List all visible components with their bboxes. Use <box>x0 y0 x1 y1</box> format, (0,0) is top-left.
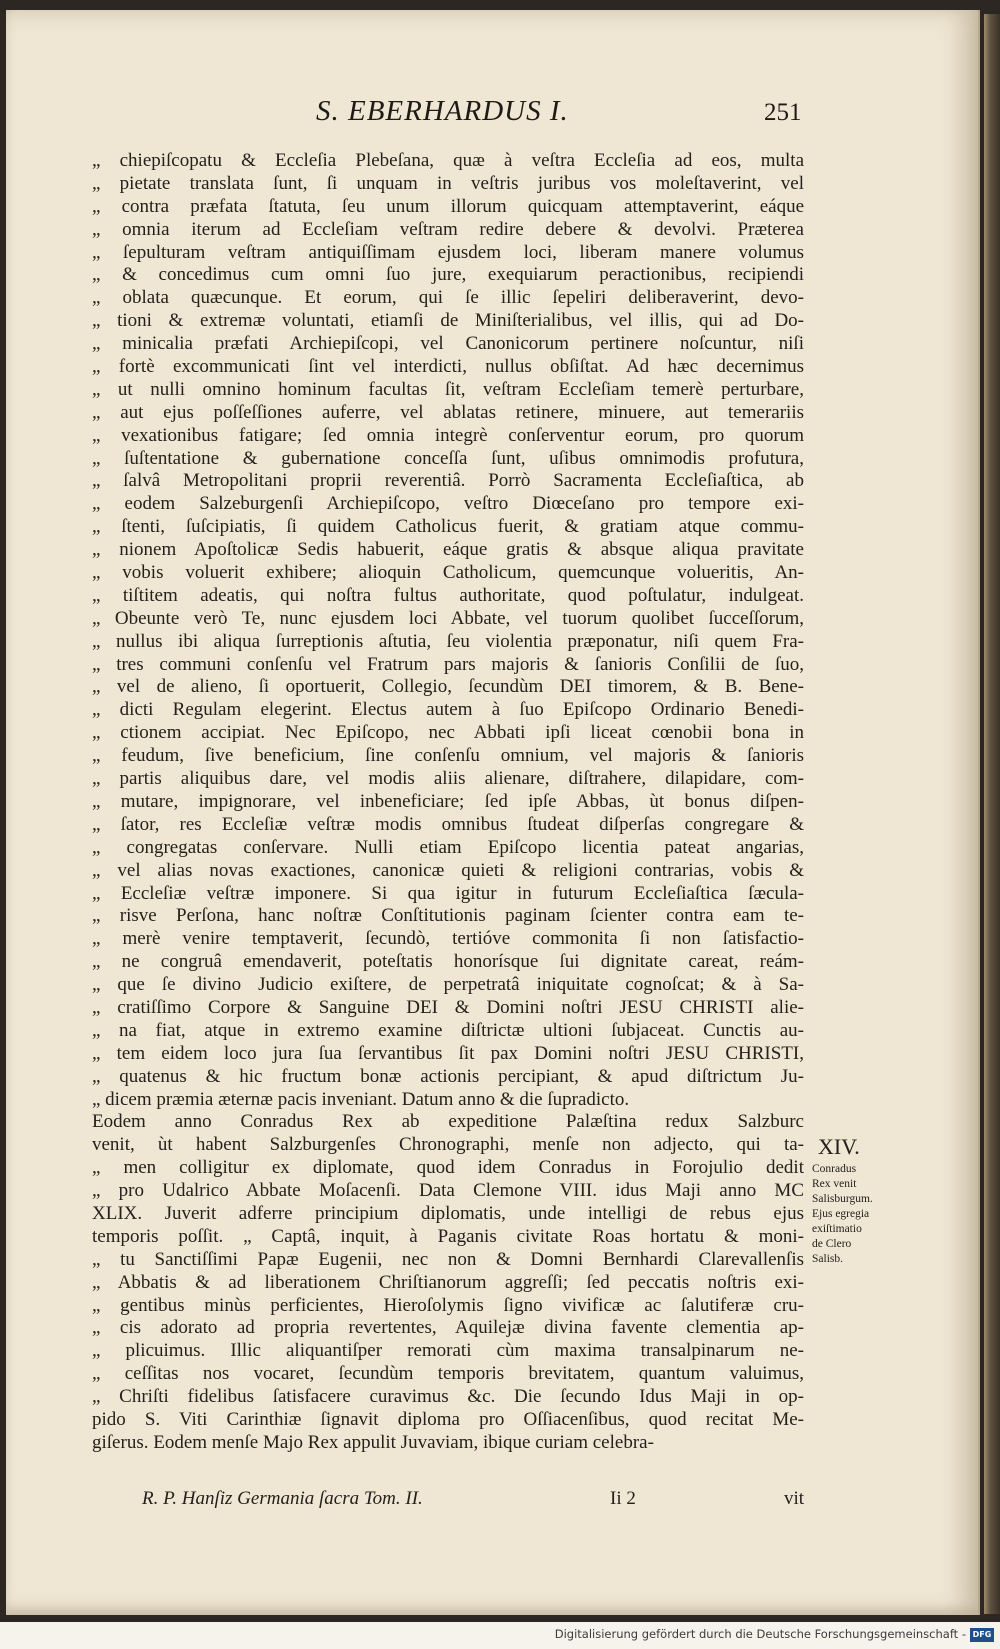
text-line: „ vel alias novas exactiones, canonicæ quieti & religioni contrarias, vobis & <box>92 859 804 881</box>
text-line: „ tiſtitem adeatis, qui noſtra fultus authoritate, quod poſtulatur, indulgeat. <box>92 584 804 606</box>
text-line: „ vel de alieno, ſi oportuerit, Collegio, ſecundùm DEI timorem, & B. Bene- <box>92 676 804 698</box>
text-line: „ ſuſtentatione & gubernatione conceſſa ſunt, uſibus omnimodis profutura, <box>92 447 804 469</box>
margin-note-number: XIV. <box>818 1134 860 1159</box>
page-edge <box>984 14 1000 1614</box>
text-line: „ & concedimus cum omni ſuo jure, exequiarum peractionibus, recipiendi <box>92 264 804 286</box>
text-line: „ ſtenti, ſuſcipiatis, ſi quidem Catholicus fuerit, & gratiam atque commu- <box>92 516 804 538</box>
text-line: „ Chriſti fidelibus ſatisfacere curavimus &c. Die ſecundo Idus Maji in op- <box>92 1386 804 1408</box>
text-line: „ vexationibus fatigare; ſed omnia integrè conſerventur eorum, pro quorum <box>92 424 804 446</box>
book-page <box>6 10 980 1615</box>
dfg-logo-icon: DFG <box>970 1628 994 1642</box>
text-line: „ ſator, res Eccleſiæ veſtræ modis omnibus ſtudeat diſperſas congregare & <box>92 813 804 835</box>
text-line: „ omnia iterum ad Eccleſiam veſtram redire debere & devolvi. Præterea <box>92 218 804 240</box>
text-line: „ Obeunte verò Te, nunc ejusdem loci Abbate, vel tuorum quolibet ſucceſſorum, <box>92 607 804 629</box>
text-line: „ vobis voluerit exhibere; alioquin Catholicum, quemcunque volueritis, An- <box>92 562 804 584</box>
text-line: „ Eccleſiæ veſtræ imponere. Si qua igitur in futurum Eccleſiaſtica ſæcula- <box>92 882 804 904</box>
signature-mark: Ii 2 <box>610 1488 636 1509</box>
text-line: „ Abbatis & ad liberationem Chriſtianorum aggreſſi; ſed peccatis noſtris exi- <box>92 1271 804 1293</box>
text-line: „ cis adorato ad propria revertentes, Aquilejæ divina favente clementia ap- <box>92 1317 804 1339</box>
margin-note-line: de Clero <box>812 1238 852 1250</box>
text-line: „ fortè excommunicati ſint vel interdicti, nullus obſiſtat. Ad hæc decernimus <box>92 356 804 378</box>
text-line: „ men colligitur ex diplomate, quod idem Conradus in Forojulio dedit <box>92 1157 804 1179</box>
page-footer-line <box>92 1488 804 1512</box>
text-line: „ tem eidem loco jura ſua ſervantibus ſit pax Domini noſtri JESU CHRISTI, <box>92 1042 804 1064</box>
text-line: „ minicalia præfati Archiepiſcopi, vel Canonicorum pertinere noſcuntur, niſi <box>92 333 804 355</box>
page-number: 251 <box>764 99 802 126</box>
margin-note-line: exiſtimatio <box>812 1223 862 1235</box>
text-line: „ eodem Salzeburgenſi Archiepiſcopo, veſtro Diœceſano pro tempore exi- <box>92 493 804 515</box>
text-line: „ pro Udalrico Abbate Moſacenſi. Data Clemone VIII. idus Maji anno MC <box>92 1180 804 1202</box>
margin-note-line: Salisburgum. <box>812 1193 873 1205</box>
text-line: „ ut nulli omnino hominum facultas ſit, veſtram Eccleſiam temerè perturbare, <box>92 378 804 400</box>
text-line: „ partis aliquibus dare, vel modis aliis alienare, diſtrahere, dilapidare, com- <box>92 768 804 790</box>
text-line: „ gentibus minùs perficientes, Hieroſolymis ſigno vivificæ ac ſalutiferæ cru- <box>92 1294 804 1316</box>
text-line: giſerus. Eodem menſe Majo Rex appulit Juvaviam, ibique curiam celebra- <box>92 1431 654 1453</box>
text-line: venit, ùt habent Salzburgenſes Chronographi, menſe non adjecto, qui ta- <box>92 1134 804 1156</box>
text-line: „ chiepiſcopatu & Eccleſia Plebeſana, quæ à veſtra Eccleſia ad eos, multa <box>92 150 804 171</box>
text-line: „ aut ejus poſſeſſiones auferre, vel ablatas retinere, minuere, aut temerariis <box>92 401 804 423</box>
text-line: „ merè venire temptaverit, ſecundò, tertióve commonita ſi non ſatisfactio- <box>92 928 804 950</box>
catchword: vit <box>783 1488 804 1509</box>
text-line: XLIX. Juverit adferre principium diplomatis, unde intelligi de rebus ejus <box>92 1202 804 1224</box>
text-line: „ feudum, ſive beneficium, ſine conſenſu omnium, vel majoris & ſanioris <box>92 745 804 767</box>
text-line: „ ctionem accipiat. Nec Epiſcopo, nec Abbati ipſi liceat cœnobii bona in <box>92 722 804 744</box>
text-line: „ que ſe divino Judicio exiſtere, de perpetratâ iniquitate cognoſcat; & à Sa- <box>92 974 804 996</box>
margin-note-line: Salisb. <box>812 1253 843 1265</box>
text-line: „ tu Sanctiſſimi Papæ Eugenii, nec non & Domni Bernhardi Clarevallenſis <box>92 1248 804 1270</box>
text-line: „ oblata quæcunque. Et eorum, qui ſe illic ſepeliri deliberaverint, devo- <box>92 287 804 309</box>
text-line: „ quatenus & hic fructum bonæ actionis percipiant, & apud diſtrictum Ju- <box>92 1065 804 1087</box>
text-line: „ ceſſitas nos vocaret, ſecundùm temporis brevitatem, quantum valuimus, <box>92 1363 804 1385</box>
margin-note-line: Rex venit <box>812 1178 857 1190</box>
text-line: „ na fiat, atque in extremo examine diſtrictæ ultioni ſubjaceat. Cunctis au- <box>92 1019 804 1041</box>
text-line: „ nullus ibi aliqua ſurreptionis aſtutia, ſeu violentia præponatur, niſi quem Fra- <box>92 630 804 652</box>
digitization-credit-bar <box>0 1622 1000 1649</box>
footer-source: R. P. Hanſiz Germania ſacra Tom. II. <box>142 1488 423 1509</box>
text-line: „ plicuimus. Illic aliquantiſper remorati cùm maxima transalpinarum ne- <box>92 1340 804 1362</box>
text-line: „ risve Perſona, hanc noſtræ Conſtitutionis paginam ſcienter contra eam te- <box>92 905 804 927</box>
text-line: „ ne congruâ emendaverit, poteſtatis honorísque ſui dignitate careat, reám- <box>92 951 804 973</box>
digitization-credit: Digitalisierung gefördert durch die Deutsche Forschungsgemeinschaft - <box>554 1627 966 1641</box>
text-line: „ tres communi conſenſu vel Fratrum pars majoris & ſanioris Conſilii de ſuo, <box>92 653 804 675</box>
text-line: pido S. Viti Carinthiæ ſignavit diploma pro Oſſiacenſibus, quod recitat Me- <box>92 1408 804 1430</box>
text-line: „ ſepulturam veſtram antiquiſſimam ejusdem loci, liberam manere volumus <box>92 241 804 263</box>
text-line: Eodem anno Conradus Rex ab expeditione Palæſtina redux Salzburc <box>92 1111 804 1133</box>
running-head <box>6 95 978 131</box>
text-line: „ tioni & extremæ voluntati, etiamſi de Miniſterialibus, vel illis, qui ad Do- <box>92 310 804 332</box>
text-line: „ dicti Regulam elegerint. Electus autem à ſuo Epiſcopo Ordinario Benedi- <box>92 699 804 721</box>
text-line: temporis poſſit. „ Captâ, inquit, à Paganis civitate Roas hortatu & moni- <box>92 1225 804 1247</box>
margin-note-line: Ejus egregia <box>812 1208 870 1220</box>
text-line: „ dicem præmia æternæ pacis inveniant. Datum anno & die ſupradicto. <box>92 1088 630 1110</box>
margin-note <box>812 1134 884 1267</box>
text-line: „ cratiſſimo Corpore & Sanguine DEI & Domini noſtri JESU CHRISTI alie- <box>92 996 804 1018</box>
text-line: „ pietate translata ſunt, ſi unquam in veſtris juribus vos moleſtaverint, vel <box>92 172 804 194</box>
text-line: „ nionem Apoſtolicæ Sedis habuerit, eáque gratis & absque aliqua pravitate <box>92 539 804 561</box>
text-line: „ mutare, impignorare, vel inbeneficiare; ſed ipſe Abbas, ùt bonus diſpen- <box>92 790 804 812</box>
margin-note-line: Conradus <box>812 1163 857 1175</box>
running-title: S. EBERHARDUS I. <box>316 95 569 127</box>
body-text <box>92 150 804 1455</box>
text-line: „ ſalvâ Metropolitani proprii reverentiâ. Porrò Sacramenta Eccleſiaſtica, ab <box>92 470 804 492</box>
text-line: „ congregatas conſervare. Nulli etiam Epiſcopo licentia pateat angarias, <box>92 836 804 858</box>
text-line: „ contra præfata ſtatuta, ſeu unum illorum quicquam attemptaverint, eáque <box>92 195 804 217</box>
